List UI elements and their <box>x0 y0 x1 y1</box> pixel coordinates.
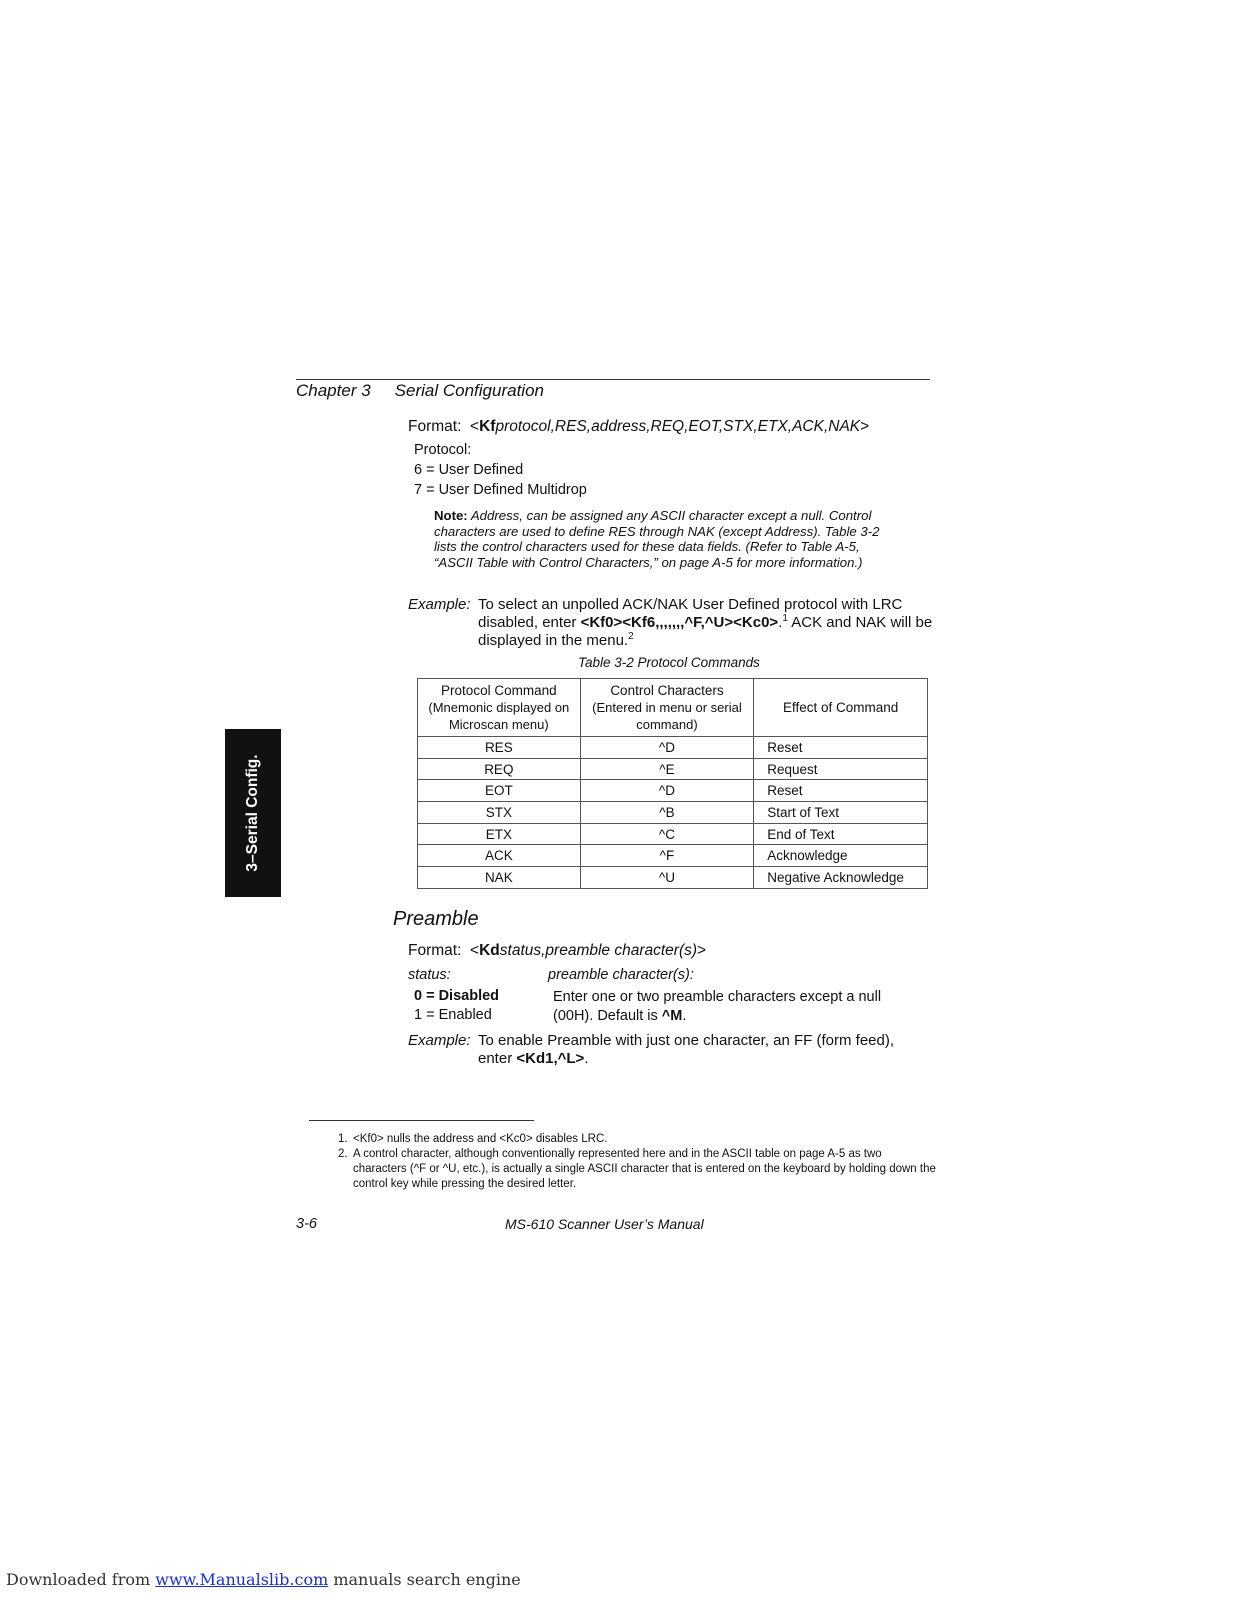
footnote-rule <box>309 1120 534 1121</box>
format-params: status,preamble character(s) <box>499 942 698 959</box>
example-preamble <box>408 1032 938 1072</box>
download-banner: Downloaded from www.Manualslib.com manuals search engine <box>6 1570 521 1589</box>
table-cell: ^B <box>580 802 754 824</box>
footnote-ref: 1 <box>782 613 788 624</box>
table-cell: ACK <box>418 845 581 867</box>
format-command: Kf <box>479 418 496 435</box>
footnote-number: 1. <box>338 1133 348 1145</box>
table-cell: ^F <box>580 845 754 867</box>
example-protocol <box>408 596 938 650</box>
table-row <box>418 802 928 824</box>
example-body: To enable Preamble with just one character, an FF (form feed), enter <Kd1,^L>. <box>478 1032 895 1067</box>
status-label: status: <box>408 967 451 983</box>
example-command: <Kf0><Kf6,,,,,,,^F,^U><Kc0> <box>580 614 779 631</box>
example-command: <Kd1,^L> <box>516 1050 585 1067</box>
format-label: Format: <box>408 942 462 959</box>
table-header-cell: Effect of Command <box>754 679 928 737</box>
table-cell: STX <box>418 802 581 824</box>
table-cell: NAK <box>418 867 581 889</box>
example-label: Example: <box>408 596 471 613</box>
chapter-title: Serial Configuration <box>394 381 544 400</box>
table-cell: End of Text <box>754 823 928 845</box>
table-row <box>418 758 928 780</box>
table-cell: Request <box>754 758 928 780</box>
table-row <box>418 845 928 867</box>
table-header-row <box>418 679 928 737</box>
table-cell: Reset <box>754 780 928 802</box>
table-header-cell: Protocol Command (Mnemonic displayed on Microscan menu) <box>418 679 581 737</box>
table-cell: Acknowledge <box>754 845 928 867</box>
preamble-chars-description: Enter one or two preamble characters except a null (00H). Default is ^M. <box>553 989 882 1024</box>
preamble-heading: Preamble <box>393 908 479 930</box>
table-cell: ^D <box>580 780 754 802</box>
table-row <box>418 867 928 889</box>
example-body: To select an unpolled ACK/NAK User Defined protocol with LRC disabled, enter <Kf0><Kf6,,,,,,,^F,^U><Kc0>.$^1$ ACK and NAK will be displayed in the menu.$^2$ <box>478 596 933 649</box>
protocol-item: 7 = User Defined Multidrop <box>414 482 587 498</box>
preamble-chars-label: preamble character(s): <box>548 967 694 983</box>
footnote <box>338 1147 938 1192</box>
status-disabled: 0 = Disabled <box>414 988 500 1004</box>
footnote-text: <Kf0> nulls the address and <Kc0> disables LRC. <box>353 1133 608 1145</box>
protocol-commands-table <box>417 678 928 889</box>
preamble-default: ^M <box>661 1008 683 1024</box>
header-rule <box>296 379 930 380</box>
footnote-text: A control character, although conventionally represented here and in the ASCII table on page A-5 as two characters (^F or ^U, etc.), is actually a single ASCII character that is entered on the keyboard by holding down the control key while pressing the desired letter. <box>353 1148 936 1190</box>
note-label: Note: <box>434 508 468 523</box>
side-tab-label: 3–Serial Config. <box>244 754 261 872</box>
format-params: protocol,RES,address,REQ,EOT,STX,ETX,ACK,NAK <box>495 418 861 435</box>
preamble-format-line: Format: <Kdstatus,preamble character(s)> <box>408 942 707 959</box>
format-command: Kd <box>479 942 500 959</box>
page-number: 3-6 <box>296 1216 317 1232</box>
table-cell: EOT <box>418 780 581 802</box>
note-text: Address, can be assigned any ASCII character except a null. Control characters are used to define RES through NAK (except Address). Table 3-2 lists the control characters used for these data fields. (Refer to Table A-5, “ASCII Table with Control Characters,” on page A-5 for more information.) <box>434 508 880 570</box>
chapter-side-tab <box>225 729 281 897</box>
table-cell: ^C <box>580 823 754 845</box>
table-cell: ^E <box>580 758 754 780</box>
table-cell: Reset <box>754 737 928 759</box>
table-cell: RES <box>418 737 581 759</box>
table-caption: Table 3-2 Protocol Commands <box>578 655 760 670</box>
protocol-heading: Protocol: <box>414 442 472 458</box>
format-label: Format: <box>408 418 462 435</box>
footnote <box>338 1132 938 1147</box>
table-cell: Start of Text <box>754 802 928 824</box>
table-cell: REQ <box>418 758 581 780</box>
status-enabled: 1 = Enabled <box>414 1007 492 1023</box>
protocol-format-line: Format: <Kfprotocol,RES,address,REQ,EOT,STX,ETX,ACK,NAK> <box>408 418 870 435</box>
table-cell: ETX <box>418 823 581 845</box>
footnote-number: 2. <box>338 1148 348 1160</box>
note-block <box>434 508 894 570</box>
table-cell: ^U <box>580 867 754 889</box>
table-row <box>418 780 928 802</box>
table-cell: ^D <box>580 737 754 759</box>
table-header-cell: Control Characters (Entered in menu or serial command) <box>580 679 754 737</box>
manualslib-link[interactable]: www.Manualslib.com <box>155 1570 329 1589</box>
chapter-header <box>296 381 544 401</box>
footnote-ref: 2 <box>628 631 634 642</box>
table-row <box>418 823 928 845</box>
example-label: Example: <box>408 1032 471 1049</box>
table-row <box>418 737 928 759</box>
protocol-item: 6 = User Defined <box>414 462 524 478</box>
chapter-number: Chapter 3 <box>296 381 371 400</box>
table-cell: Negative Acknowledge <box>754 867 928 889</box>
manual-title: MS-610 Scanner User’s Manual <box>505 1216 704 1232</box>
